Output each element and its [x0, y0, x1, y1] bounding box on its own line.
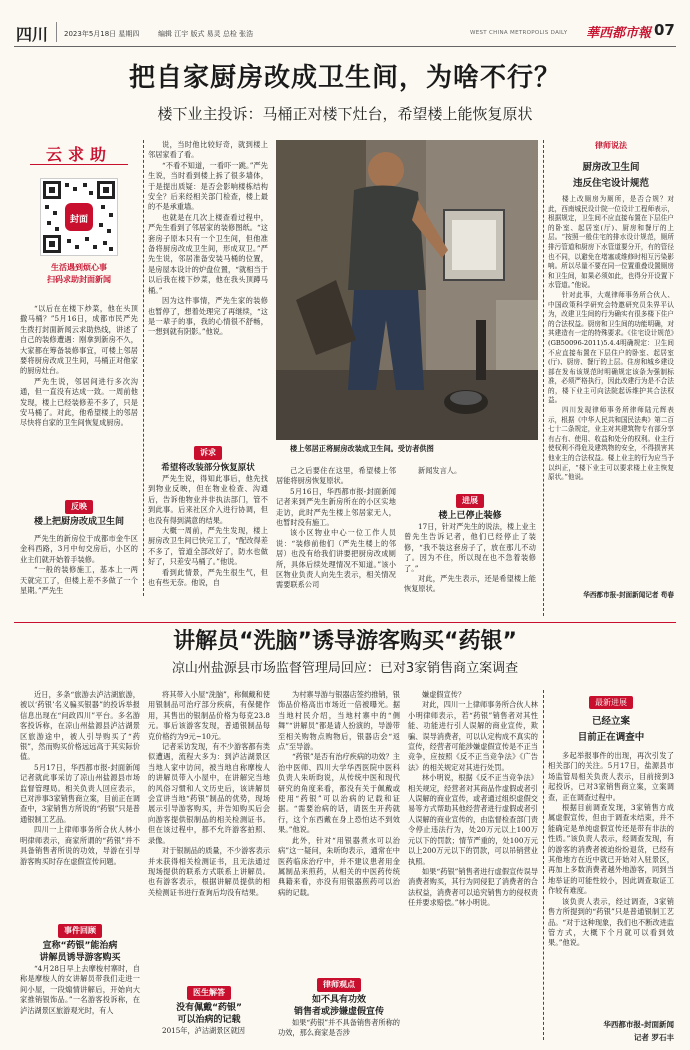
h2-title-a: 没有佩戴“药银”: [176, 1003, 242, 1013]
story2-col1b-text: [20, 964, 140, 1038]
paragraph: 针对此事，大观律师事务所合伙人、中国政策科学研究会特邀研究员朱界平认为，改建卫生间的行为确实有很多楼下住户的合法权益。厨房和卫生间的功能明确，对其建造有一定的特殊要求。《住宅设计规范》(GB50096-2011)5.4.4明确规定：卫生间不应直接布置在下层住户的卧室、起居室(厅)、厨房、餐厅的上层。住房和城乡建设部在发布该规范时明确规定该条为强制标准，必须严格执行，因此改建行为是不合法的，楼下业主可向法院起诉维护其合法权益。: [548, 290, 674, 405]
story2-h3: [278, 978, 400, 1018]
progress-box: [548, 690, 674, 1040]
paragraph: “4月28日早上去摩梭村寨时，自称是摩梭人的女讲解员带我们走进一间小屋，一段煽情讲解后，开始向大家推销银饰品。”一名游客投诉称，在泸沽湖景区旅游观光时，有人: [20, 964, 140, 1015]
lawyer-title-1: 厨房改卫生间: [582, 162, 640, 173]
masthead-divider-left: [56, 22, 57, 42]
h3-title-b: 销售者或涉嫌虚假宣传: [293, 1007, 384, 1017]
paragraph: 近日，多条“旅游去泸沽湖旅游，被以‘药银’名义骗买银器”的投诉举报信息出现在“问政四川”平台。多名游客投诉称，在凉山州盐源县泸沽湖景区旅游途中，被人引导购买了“药银”，然而购买价格远远高于其实际价值。: [20, 690, 140, 762]
lawyer-byline: 华西都市报-封面新闻记者 苟春: [583, 591, 674, 599]
paragraph: 因为这件事情，严先生家的装修也暂停了，想着处理完了再继续，“这是一辈子的事，我的心情很不舒畅，一想到就有阴影。”他说。: [148, 296, 268, 337]
story1-photo: [276, 140, 538, 440]
paragraph: 将其带入小屋“洗脑”，称佩戴和使用银制品可治疗部分疾病，有保健作用，其售出的银制品价格为每克23.8元。事后该游客发现，普通银制品每克价格约为9元~10元。: [148, 690, 270, 741]
lawyer-box: [548, 140, 674, 618]
paragraph: 楼上改厕房为厕所，是否合规？对此，西南城民设计院一位设计工程师表示，根据规定，卫生间不应直接布置在下层住户的卧室、起居室(厅)、厨房和餐厅的上层。“按照一般住宅的排水设计规范，厕所排污管道和厨房下水管道要分开，有的管径也不同，以避免在堵塞或维修时相互污染影响。所以尽量不要在同一位置重叠设置厕房和卫生间，如果必须如此，也得分开设置下水管道。”他说。: [548, 195, 674, 290]
paragraph: 17日，针对严先生的说法，楼上业主曾先生告诉记者，他们已经停止了装修，“我不装这套房子了，放在那儿不动了。因为不住，所以现在也不急着装修了。”: [404, 522, 536, 573]
story2-col1-text: [20, 690, 140, 922]
h1-tag: 事件回顾: [58, 924, 102, 938]
help-sidebar-title: 云求助: [45, 145, 112, 164]
masthead-rule: [14, 46, 676, 47]
paragraph: “一般的装修施工，基本上一两天就完工了，但楼上差不多做了一个星期。”严先生: [20, 565, 138, 596]
paragraph: 该负责人表示，经过调查，3家销售方所提到的“药银”只是普通银制工艺品。“对于这种现象，我们也不断改进监管方式，大概下个月就可以看到效果。”他说。: [548, 896, 674, 948]
paragraph: 严先生说，得知此事后，他先找到物业反映，但在物业检查、沟通后，告诉他物业并非执法部门，管不到此事。后来社区介入进行协调，但也没有得到满意的结果。: [148, 474, 268, 525]
paragraph: 对于银制品的质量，不少游客表示并未获得相关检测证书，且无法通过现场提供的联系方式联系上讲解员。也有游客表示，根据讲解员提供的相关检测证书进行查询后均没有结果。: [148, 846, 270, 897]
su-tag: 诉求: [194, 446, 222, 460]
paragraph: 多起举报事件的出现，再次引发了相关部门的关注。5月17日，盐源县市场监管局相关负责人表示，目前接到3起投诉，已对3家销售商立案，立案调查，正在调查过程中。: [548, 751, 674, 802]
h1-title-a: 宣称“药银”能治病: [42, 941, 118, 951]
progress-title-1: 已经立案: [591, 716, 630, 727]
story1-headline: 把自家厨房改成卫生间，为啥不行？: [128, 63, 561, 93]
h2-title-b: 可以治病的记载: [177, 1015, 241, 1025]
help-sidebar-rule: [30, 164, 128, 165]
photo-caption: 楼上邻居正将厨房改装成卫生间。受访者供图: [290, 444, 434, 453]
paragraph: 己之后要住在这里，希望楼上邻居能将厨房恢复原状。: [276, 466, 396, 486]
progress-tag: 最新进展: [589, 696, 633, 709]
masthead: [0, 0, 690, 48]
progress-body: [548, 751, 674, 1011]
story2-col2b-text: [148, 1026, 270, 1038]
paragraph: 如果“药银”并不具备销售者所称的功效，那么商家是否涉: [278, 1018, 400, 1038]
story1-col4b-text: [404, 522, 536, 598]
paragraph: 如果“药银”销售者进行虚假宣传误导消费者购买，其行为同侵犯了消费者的合法权益，消费者可以追究销售方的侵权责任并要求赔偿。”林小明说。: [408, 866, 538, 908]
progress-byline-1: 华西都市报-封面新闻: [603, 1020, 674, 1029]
paragraph: 记者采访发现，有不少游客都有类似遭遇，流程大多为：到泸沽湖景区当地人家中访问，被当地自称摩梭人的讲解员带入小屋中，在讲解完当地的风俗习惯和人文历史后，该讲解员会宣讲当地“药银”制品的优势，现场展示引导游客购买，并告知购买后会向游客提供银制品的相关检测证书。但在该过程中，都不允许游客拍照、录像。: [148, 742, 270, 845]
editor-credits: 编辑 江宇 版式 易灵 总检 张浩: [158, 30, 254, 38]
paragraph: 5月17日，华西都市报-封面新闻记者就此事采访了凉山州盐源县市场监督管理局。相关负责人回应表示，已对涉事3家销售商立案，目前正在调查中，3家销售方所说的“药银”只是普通银制工艺品。: [20, 762, 140, 824]
paper-logo: 華西都市報: [586, 26, 652, 41]
story1-col4-text: [404, 466, 536, 478]
story1-col3-text: [276, 466, 396, 598]
story2-col4-text: [408, 690, 538, 1038]
paragraph: 四川一上律师事务所合伙人林小明律师表示，商家所谓的“药银”并不具备销售者所说的功效，导游在引导游客购买时存在虚假宣传问题。: [20, 825, 140, 866]
h1-title-b: 讲解员诱导游客购买: [39, 953, 121, 963]
paragraph: 5月16日，华西都市报-封面新闻记者来到严先生新房所在的小区实地走访，此时严先生楼上邻居家无人，也暂时没有施工。: [276, 486, 396, 528]
paragraph: 看到此情景，严先生很生气，但也有些无奈。他说，自: [148, 567, 268, 588]
section-label: 四川: [16, 25, 49, 44]
paragraph: 该小区物业中心一位工作人员说：“装修前他们（严先生楼上的邻居）也没有给我们讲要把厨房改成厕所，具体后续处理情况不知道。”该小区物业负责人向先生表示，相关情况需要联系公司: [276, 528, 396, 590]
jin-tag: 进展: [456, 494, 484, 508]
page-number: 07: [654, 21, 675, 39]
paragraph: 为村寨导游与银器店签约推销，银饰品价格高出市场近一倍被曝光。据当地村民介绍，当地村寨中的“侧舞”“讲解员”都是请人扮演的，导游带至相关购物点购物后，银器店会“返点”至导游。: [278, 690, 400, 752]
story1-jin-heading: [404, 494, 536, 522]
paragraph: “药银”是否有治疗疾病的功效？主治中医师、四川大学华西医院中医科负责人朱昕昀说，从传统中医和现代研究的角度来看，都没有关于佩戴或使用“药银”可以治病的记载和证据。“需要治病的话，请医生开药就行，这个东西戴在身上恐怕达不到效果。”他说。: [278, 752, 400, 835]
story2-col3-text: [278, 690, 400, 978]
bathroom-renovation-photo: [276, 140, 538, 440]
paragraph: 严先生说，邻居间进行多次沟通，但一直没有达成一致。一周前他发现，楼上已经装修差不多了，只是安马桶了。对此，他希望楼上的邻居尽快将自家的卫生间恢复成厨房。: [20, 376, 138, 428]
progress-byline-2: 记者 罗石丰: [633, 1033, 674, 1042]
paragraph: 林小明说，根据《反不正当竞争法》相关规定，经营者对其商品作虚假或者引人误解的商业宣传，或者通过组织虚假交易等方式帮助其他经营者进行虚假或者引人误解的商业宣传的，由监督检查部门责令停止违法行为，处20万元以上100万元以下的罚款；情节严重的，处100万元以上200万元以下的罚款，可以吊销营业执照。: [408, 773, 538, 866]
jin-title: 楼上已停止装修: [438, 511, 502, 521]
paragraph: “不看不知道，一看吓一跳。”严先生说，当时看到楼上拆了很多墙体，于是提出质疑：是否会影响楼栋结构安全？后来经相关部门检查，楼上最的不是承重墙。: [148, 160, 268, 212]
h2-tag: 医生解答: [187, 986, 231, 1000]
lawyer-title-2: 违反住宅设计规范: [572, 178, 649, 189]
fan-tag: 反映: [65, 500, 93, 514]
story2-subhead: 凉山州盐源县市场监督管理局回应：已对3家销售商立案调查: [171, 661, 519, 676]
progress-title-2: 目前正在调查中: [577, 732, 645, 743]
story2-col2-text: [148, 690, 270, 984]
paragraph: 说，当时他比较好奇，就到楼上邻居家看了看。: [148, 140, 268, 160]
col-divider: [543, 690, 544, 1040]
paragraph: 严先生的新房位于成都市金牛区金科西路，3月中旬交房后，小区的业主们就开始着手装修。: [20, 534, 138, 564]
h3-tag: 律师观点: [317, 978, 361, 992]
story2-col3b-text: [278, 1018, 400, 1040]
story2-h2: [148, 986, 270, 1026]
paragraph: 大概一周前，严先生发现，楼上厨房改卫生间已快完工了，“配改得差不多了，管道全部改好了，防水也做好了，只差安马桶了。”他说。: [148, 526, 268, 567]
h3-title-a: 如不具有功效: [311, 995, 366, 1005]
help-caption-2: 扫码求助封面新闻: [47, 275, 111, 284]
story1-col1b-text: [20, 534, 138, 598]
su-title: 希望将改装部分恢复原状: [161, 463, 255, 473]
paragraph: 对此，严先生表示，还是希望楼上能恢复原状。: [404, 574, 536, 594]
help-caption-1: 生活遇到烦心事: [51, 263, 107, 272]
section-rule: [14, 622, 676, 623]
paragraph: 新闻发言人。: [418, 466, 462, 475]
col-divider: [543, 140, 544, 616]
paragraph: 四川发现律师事务所律师陆元辉表示，根据《中华人民共和国民法典》第二百七十二条规定，业主对其建筑物专有部分享有占有、使用、收益和处分的权利。业主行使权利不得危及建筑物的安全，不得损害其他业主的合法权益。楼上业主的行为应当予以纠正，“楼下业主可以要求楼上业主恢复原状。”他说。: [548, 406, 674, 482]
paragraph: 也就是在几次上楼查看过程中，严先生看到了邻居家的装修图纸。“这套房子原本只有一个卫生间，但他准备将厨房改成卫生间，形成双卫。”严先生说，邻居准备安装马桶的位置，是房屋本设计的炉盘位置，“就相当于以后我在楼下炒菜，他在我头顶蹲马桶。”: [148, 212, 268, 295]
story1-col2-text: [148, 140, 268, 446]
story1-fan-heading: [20, 500, 138, 528]
paragraph: 嫌虚假宣传？: [422, 690, 466, 699]
story1-col1-text: [20, 304, 138, 500]
paragraph: “以后在在楼下炒菜，他在头顶撒马桶？”5月16日，成都市民严先生拨打封面新闻云求助热线，讲述了自己的装修遭遇：刚拿到新房不久，大家都在筹备装修事宜，可楼上邻居要将厨房改成卫生间，马桶正对他家的厨房灶台。: [20, 304, 138, 376]
col-divider: [143, 140, 144, 596]
qr-logo-label: 封面: [69, 215, 88, 225]
paragraph: 2015年，泸沽湖景区就因: [162, 1026, 245, 1035]
paper-name-en: WEST CHINA METROPOLIS DAILY: [470, 30, 568, 36]
story1-subhead: 楼下业主投诉：马桶正对楼下灶台，希望楼上能恢复原状: [157, 105, 533, 123]
story1-col2b-text: [148, 474, 268, 598]
lawyer-body: [548, 195, 674, 587]
qr-code[interactable]: [40, 178, 118, 256]
paragraph: 根据目前调查发现，3家销售方成属虚假宣传，但由于调查未结束，并不能确定是单纯虚假宣传还是带有非法的性质。”该负责人表示，经调查发现，有的游客的消费者被迫纷纷退货，已经有其他地方在近中就已开始对入驻景区，再加上多数消费者越外地游客，同到当地举证的可能性较小，因此调查取证工作较有难度。: [548, 803, 674, 896]
lawyer-tag: 律师说法: [595, 141, 627, 150]
fan-title: 楼上把厨房改成卫生间: [33, 517, 124, 527]
help-sidebar: [20, 138, 138, 298]
issue-date: 2023年5月18日 星期四: [64, 30, 140, 38]
story2-h1: [20, 924, 140, 964]
paragraph: 此外，针对“用银器煮水可以治病”这一疑问，朱昕昀表示，通常在中医药临床治疗中，并不建议患者用金属制品来煎药，从相关的中医药传统典籍来看，亦没有用银器煎药可以治病的记载。: [278, 835, 400, 897]
story1-su-heading: [148, 446, 268, 474]
paragraph: 对此，四川一上律师事务所合伙人林小明律师表示，若“药银”销售者对其性能、功能进行引人误解的商业宣传，欺骗、误导消费者，可以认定构成不真实的宣传，经营者可能涉嫌虚假宣传是不正当竞争，应按照《反不正当竞争法》《广告法》的相关规定对其进行处罚。: [408, 700, 538, 772]
story2-headline: 讲解员“洗脑”诱导游客购买“药银”: [173, 629, 517, 654]
